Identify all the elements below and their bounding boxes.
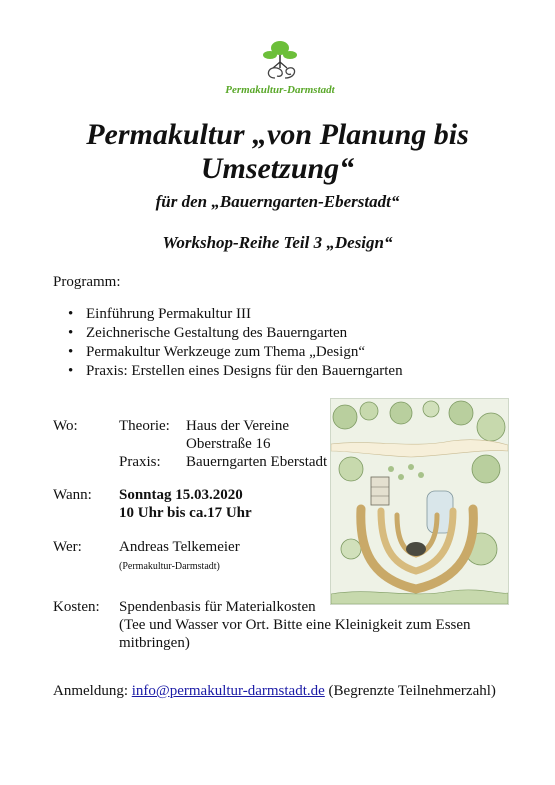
theory-label: Theorie: xyxy=(119,418,170,434)
program-list xyxy=(68,305,403,381)
practice-place: Bauerngarten Eberstadt xyxy=(186,454,328,470)
costs-line-3: mitbringen) xyxy=(119,635,190,651)
event-time: 10 Uhr bis ca.17 Uhr xyxy=(119,505,252,521)
list-item: • Zeichnerische Gestaltung des Bauerngarten xyxy=(68,324,403,343)
costs-label: Kosten: xyxy=(53,599,100,615)
speaker-org: (Permakultur-Darmstadt) xyxy=(119,561,220,572)
email-link[interactable]: info@permakultur-darmstadt.de xyxy=(131,683,325,699)
registration-note: (Begrenzte Teilnehmerzahl) xyxy=(328,683,496,699)
costs-line-1: Spendenbasis für Materialkosten xyxy=(119,599,316,615)
registration-label: Anmeldung: xyxy=(53,683,128,699)
garden-plan-image xyxy=(330,398,509,605)
page-title: Permakultur „von Planung bis Umsetzung“ xyxy=(86,118,469,185)
workshop-series: Workshop-Reihe Teil 3 „Design“ xyxy=(162,233,393,252)
registration-line xyxy=(53,682,496,701)
list-item: • Permakultur Werkzeuge zum Thema „Design“ xyxy=(68,343,403,362)
where-label: Wo: xyxy=(53,418,78,434)
logo xyxy=(200,38,360,100)
who-label: Wer: xyxy=(53,539,82,555)
permaculture-plant-icon xyxy=(255,38,305,84)
speaker-name: Andreas Telkemeier xyxy=(119,539,240,555)
practice-label: Praxis: xyxy=(119,454,161,470)
logo-text: Permakultur-Darmstadt xyxy=(225,84,335,96)
list-item: • Einführung Permakultur III xyxy=(68,305,403,324)
subtitle: für den „Bauerngarten-Eberstadt“ xyxy=(155,192,400,211)
when-label: Wann: xyxy=(53,487,92,503)
event-date: Sonntag 15.03.2020 xyxy=(119,487,243,503)
theory-street: Oberstraße 16 xyxy=(186,436,271,452)
list-item: • Praxis: Erstellen eines Designs für den Bauerngarten xyxy=(68,362,403,381)
program-heading: Programm: xyxy=(53,274,121,290)
theory-place: Haus der Vereine xyxy=(186,418,290,434)
costs-line-2: (Tee und Wasser vor Ort. Bitte eine Kleinigkeit zum Essen xyxy=(119,617,471,633)
